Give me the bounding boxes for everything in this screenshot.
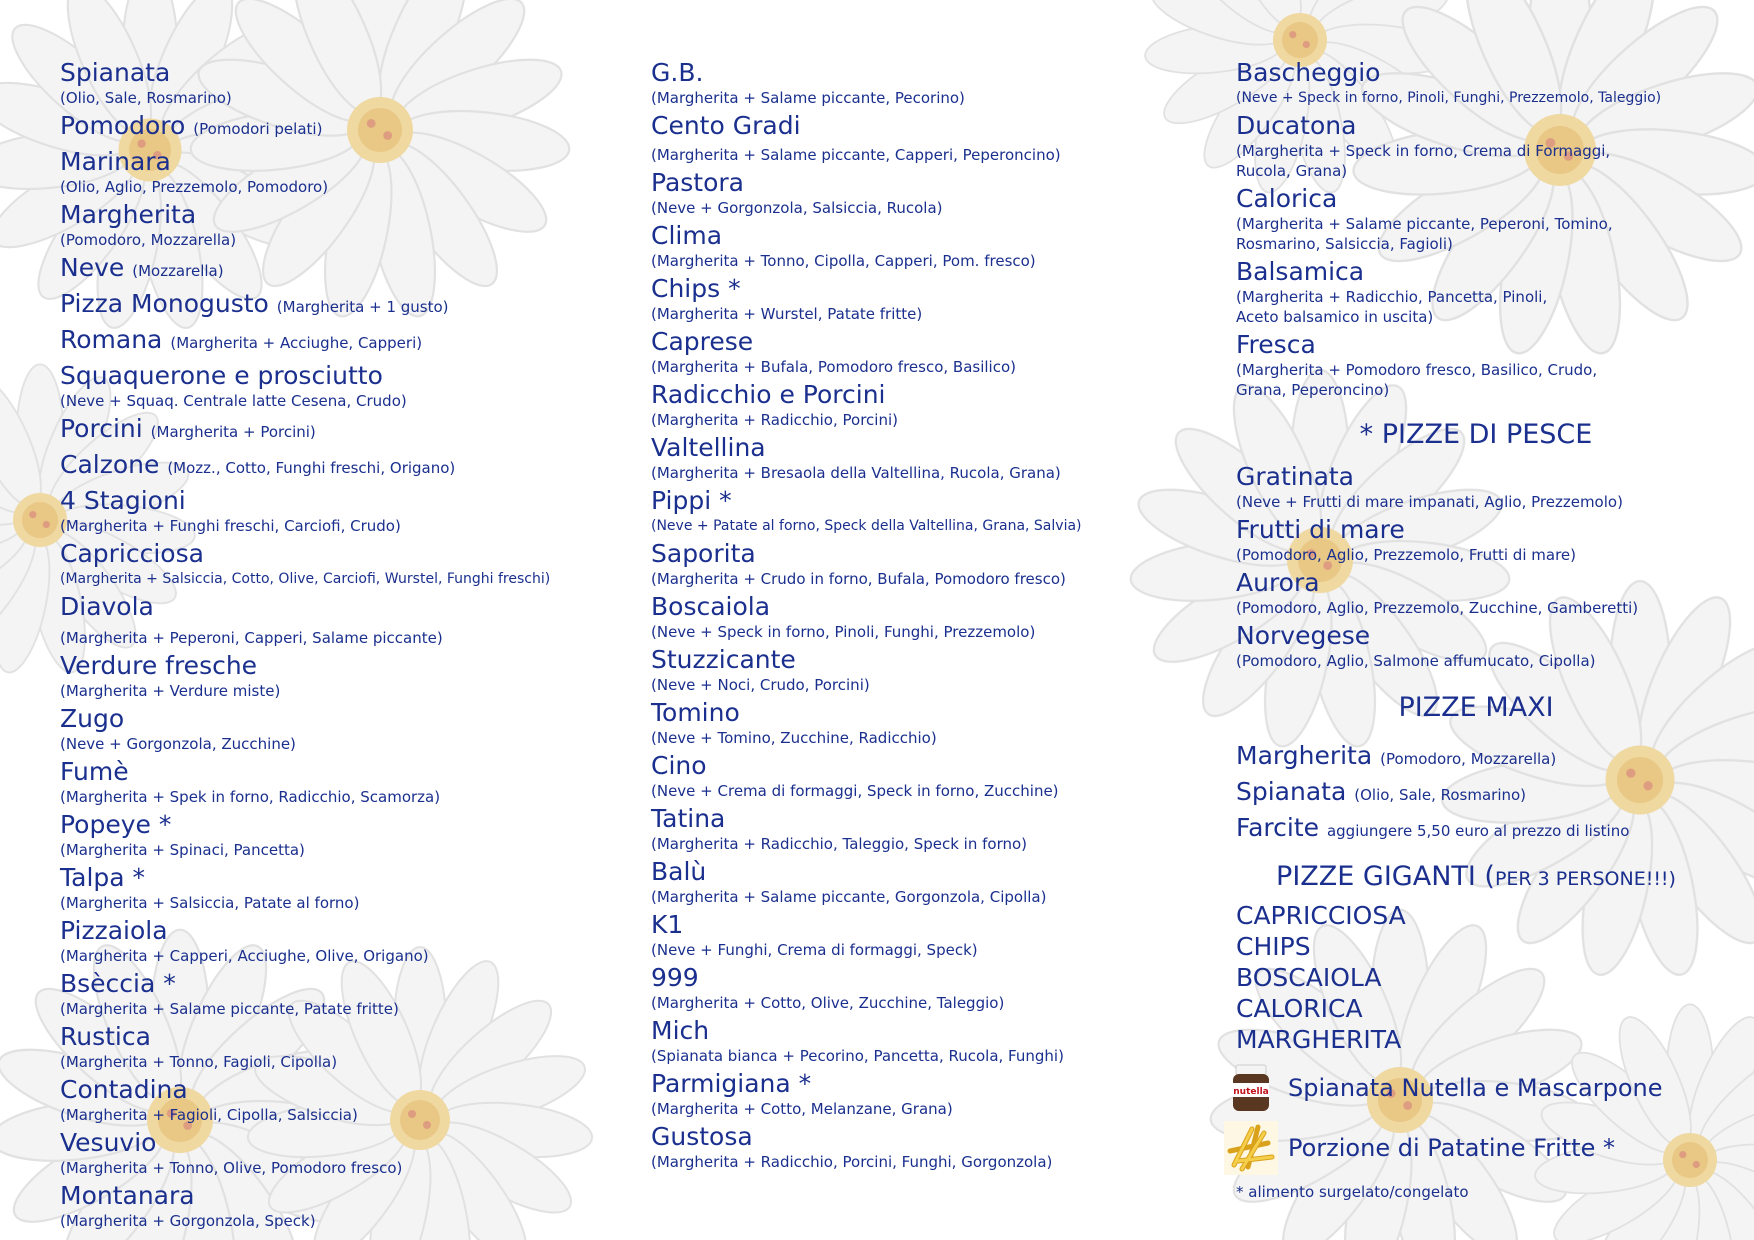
menu-item [1236, 330, 1716, 400]
menu-item [60, 1022, 620, 1072]
menu-item [651, 804, 1211, 854]
item-name: Radicchio e Porcini [651, 380, 886, 409]
item-name: Margherita [1236, 741, 1373, 770]
item-desc: (Margherita + Cotto, Olive, Zucchine, Taleggio) [651, 994, 1005, 1012]
menu-item [1236, 58, 1716, 108]
nutella-jar-label: nutella [1233, 1087, 1269, 1097]
item-desc: (Neve + Speck in forno, Pinoli, Funghi, Prezzemolo) [651, 623, 1036, 641]
item-desc: (Margherita + Peperoni, Capperi, Salame piccante) [60, 629, 443, 647]
item-name: Gustosa [651, 1122, 753, 1151]
item-desc: (Margherita + Cotto, Melanzane, Grana) [651, 1100, 953, 1118]
item-name: Pippi * [651, 486, 732, 515]
item-desc: (Neve + Speck in forno, Pinoli, Funghi, Prezzemolo, Taleggio) [1236, 90, 1662, 106]
menu-item [60, 450, 620, 483]
menu-item [60, 200, 620, 250]
item-name: Balsamica [1236, 257, 1365, 286]
item-desc: (Margherita + Acciughe, Capperi) [170, 334, 423, 352]
item-desc: (Margherita + Spek in forno, Radicchio, Scamorza) [60, 788, 441, 806]
menu-item [651, 592, 1211, 642]
item-name: Calorica [1236, 184, 1338, 213]
item-desc: (Margherita + Salame piccante, Patate fritte) [60, 1000, 399, 1018]
item-desc: (Margherita + Porcini) [150, 423, 316, 441]
item-name: Bsèccia * [60, 969, 176, 998]
item-name: Fumè [60, 757, 129, 786]
frozen-food-footnote: * alimento surgelato/congelato [1236, 1183, 1469, 1201]
menu-item [651, 111, 1211, 165]
menu-item [651, 751, 1211, 801]
menu-item [651, 1069, 1211, 1119]
item-desc: (Margherita + Radicchio, Pancetta, Pinoli, [1236, 288, 1548, 306]
menu-item [60, 111, 620, 144]
item-desc: (Margherita + Salame piccante, Peperoni, Tomino, [1236, 215, 1613, 233]
menu-item [1236, 257, 1716, 327]
item-name: Marinara [60, 147, 171, 176]
item-desc: (Margherita + Tonno, Olive, Pomodoro fresco) [60, 1159, 403, 1177]
item-desc: (Olio, Sale, Rosmarino) [1354, 786, 1527, 804]
menu-item [651, 698, 1211, 748]
item-desc: (Margherita + Bresaola della Valtellina, Rucola, Grana) [651, 464, 1061, 482]
menu-item [651, 1016, 1211, 1066]
item-desc: (Neve + Gorgonzola, Zucchine) [60, 735, 296, 753]
section-heading-giganti [1236, 860, 1716, 896]
menu-item [651, 539, 1211, 589]
item-name: Ducatona [1236, 111, 1357, 140]
item-desc: (Pomodoro, Mozzarella) [1380, 750, 1557, 768]
item-name: Pizza Monogusto [60, 289, 269, 318]
menu-item [60, 916, 620, 966]
extra-item [1236, 1121, 1716, 1175]
menu-item [60, 592, 620, 648]
menu-item [1236, 184, 1716, 254]
menu-item [60, 704, 620, 754]
item-name: Contadina [60, 1075, 188, 1104]
item-desc: (Margherita + Radicchio, Taleggio, Speck in forno) [651, 835, 1028, 853]
menu-item [1236, 462, 1716, 512]
menu-item [60, 414, 620, 447]
item-name: Stuzzicante [651, 645, 796, 674]
menu-column-2 [651, 58, 1211, 1175]
item-name: Fresca [1236, 330, 1316, 359]
item-desc: (Pomodoro, Mozzarella) [60, 231, 237, 249]
item-name: Clima [651, 221, 723, 250]
menu-item [60, 810, 620, 860]
item-desc: (Pomodoro, Aglio, Prezzemolo, Zucchine, Gamberetti) [1236, 599, 1639, 617]
item-name: 999 [651, 963, 699, 992]
item-desc: (Margherita + Tonno, Cipolla, Capperi, Pom. fresco) [651, 252, 1036, 270]
item-desc: (Pomodoro, Aglio, Salmone affumucato, Cipolla) [1236, 652, 1596, 670]
giganti-heading-note: PER 3 PERSONE!!!) [1494, 868, 1676, 890]
item-name: Montanara [60, 1181, 195, 1210]
extra-item [1233, 1061, 1716, 1115]
item-name: 4 Stagioni [60, 486, 186, 515]
item-name: Pizzaiola [60, 916, 168, 945]
item-desc: (Margherita + Spinaci, Pancetta) [60, 841, 305, 859]
menu-item [1236, 777, 1716, 810]
item-name: Valtellina [651, 433, 766, 462]
gigante-item: CALORICA [1236, 994, 1363, 1023]
french-fries-icon [1224, 1121, 1278, 1175]
menu-item [1236, 741, 1716, 774]
menu-item [60, 539, 620, 589]
item-desc: (Neve + Frutti di mare impanati, Aglio, Prezzemolo) [1236, 493, 1623, 511]
giganti-heading-main: PIZZE GIGANTI ( [1276, 861, 1495, 892]
item-desc: (Mozz., Cotto, Funghi freschi, Origano) [167, 459, 456, 477]
menu-item [651, 327, 1211, 377]
section-heading-maxi: PIZZE MAXI [1398, 692, 1554, 723]
section-heading-pesce: * PIZZE DI PESCE [1359, 419, 1593, 450]
menu-item [60, 58, 620, 108]
gigante-item: CHIPS [1236, 932, 1311, 961]
item-desc: (Margherita + Verdure miste) [60, 682, 281, 700]
item-desc: (Margherita + 1 gusto) [276, 298, 449, 316]
item-desc: (Olio, Aglio, Prezzemolo, Pomodoro) [60, 178, 329, 196]
menu-item [60, 863, 620, 913]
item-desc: aggiungere 5,50 euro al prezzo di listino [1326, 822, 1630, 840]
item-name: Parmigiana * [651, 1069, 812, 1098]
item-desc: (Margherita + Tonno, Fagioli, Cipolla) [60, 1053, 338, 1071]
item-name: G.B. [651, 58, 704, 87]
item-desc: (Neve + Noci, Crudo, Porcini) [651, 676, 870, 694]
item-desc: (Margherita + Salsiccia, Patate al forno) [60, 894, 360, 912]
item-name: Talpa * [60, 863, 146, 892]
menu-item [60, 757, 620, 807]
item-name: Tatina [651, 804, 726, 833]
item-name: Vesuvio [60, 1128, 157, 1157]
item-desc-line2: Rucola, Grana) [1236, 162, 1348, 180]
nutella-jar-icon [1224, 1061, 1278, 1115]
item-desc: (Neve + Patate al forno, Speck della Valtellina, Grana, Salvia) [651, 518, 1082, 534]
item-desc: (Margherita + Radicchio, Porcini, Funghi, Gorgonzola) [651, 1153, 1053, 1171]
menu-item [60, 1128, 620, 1178]
item-name: Rustica [60, 1022, 151, 1051]
item-name: Spianata [60, 58, 171, 87]
item-name: Diavola [60, 592, 154, 621]
item-desc: (Margherita + Fagioli, Cipolla, Salsiccia) [60, 1106, 358, 1124]
menu-item [651, 380, 1211, 430]
item-desc: (Margherita + Capperi, Acciughe, Olive, Origano) [60, 947, 429, 965]
item-name: Popeye * [60, 810, 172, 839]
item-name: Gratinata [1236, 462, 1355, 491]
item-name: Porcini [60, 414, 143, 443]
menu-item [1236, 813, 1716, 846]
item-name: Cento Gradi [651, 111, 801, 140]
menu-column-3 [1233, 58, 1716, 1201]
menu-item [651, 1122, 1211, 1172]
menu-item [60, 1075, 620, 1125]
item-name: Cino [651, 751, 707, 780]
item-desc: (Pomodori pelati) [193, 120, 323, 138]
menu-item [60, 147, 620, 197]
menu-item [651, 168, 1211, 218]
item-desc: (Pomodoro, Aglio, Prezzemolo, Frutti di mare) [1236, 546, 1576, 564]
item-desc: (Margherita + Pomodoro fresco, Basilico, Crudo, [1236, 361, 1598, 379]
gigante-item: MARGHERITA [1236, 1025, 1402, 1054]
item-desc: (Margherita + Salame piccante, Pecorino) [651, 89, 965, 107]
extra-label: Spianata Nutella e Mascarpone [1288, 1074, 1663, 1102]
item-desc: (Neve + Squaq. Centrale latte Cesena, Crudo) [60, 392, 407, 410]
item-name: Caprese [651, 327, 754, 356]
item-desc: (Margherita + Funghi freschi, Carciofi, Crudo) [60, 517, 401, 535]
gigante-item: CAPRICCIOSA [1236, 901, 1406, 930]
item-name: Farcite [1236, 813, 1320, 842]
menu-item [651, 857, 1211, 907]
extra-label: Porzione di Patatine Fritte * [1288, 1134, 1615, 1162]
menu-item [60, 486, 620, 536]
item-desc: (Spianata bianca + Pecorino, Pancetta, Rucola, Funghi) [651, 1047, 1064, 1065]
item-desc: (Margherita + Salame piccante, Capperi, Peperoncino) [651, 146, 1061, 164]
item-name: Boscaiola [651, 592, 771, 621]
item-desc: (Margherita + Speck in forno, Crema di Formaggi, [1236, 142, 1611, 160]
menu-item [60, 325, 620, 358]
item-desc: (Neve + Gorgonzola, Salsiccia, Rucola) [651, 199, 943, 217]
item-name: Margherita [60, 200, 197, 229]
menu-item [60, 289, 620, 322]
item-name: Romana [60, 325, 163, 354]
menu-item [651, 58, 1211, 108]
item-name: Squaquerone e prosciutto [60, 361, 383, 390]
item-name: Tomino [651, 698, 740, 727]
item-name: Capricciosa [60, 539, 204, 568]
item-name: Frutti di mare [1236, 515, 1405, 544]
menu-item [60, 651, 620, 701]
item-name: Chips * [651, 274, 741, 303]
item-name: Zugo [60, 704, 125, 733]
menu-item [1236, 515, 1716, 565]
menu-item [1236, 568, 1716, 618]
item-name: Balù [651, 857, 707, 886]
item-name: Mich [651, 1016, 710, 1045]
item-desc: (Margherita + Gorgonzola, Speck) [60, 1212, 316, 1230]
menu-item [651, 274, 1211, 324]
menu-item [60, 253, 620, 286]
item-desc: (Margherita + Crudo in forno, Bufala, Pomodoro fresco) [651, 570, 1066, 588]
item-name: Calzone [60, 450, 160, 479]
menu-item [1236, 111, 1716, 181]
item-name: K1 [651, 910, 684, 939]
item-desc: (Margherita + Bufala, Pomodoro fresco, Basilico) [651, 358, 1016, 376]
item-desc: (Margherita + Wurstel, Patate fritte) [651, 305, 923, 323]
menu-item [60, 361, 620, 411]
item-name: Pomodoro [60, 111, 186, 140]
item-name: Verdure fresche [60, 651, 258, 680]
item-desc: (Neve + Tomino, Zucchine, Radicchio) [651, 729, 937, 747]
item-desc: (Margherita + Salsiccia, Cotto, Olive, Carciofi, Wurstel, Funghi freschi) [60, 571, 551, 587]
item-name: Spianata [1236, 777, 1347, 806]
item-desc: (Neve + Crema di formaggi, Speck in forno, Zucchine) [651, 782, 1059, 800]
menu-item [651, 963, 1211, 1013]
item-desc: (Margherita + Salame piccante, Gorgonzola, Cipolla) [651, 888, 1047, 906]
menu-item [651, 433, 1211, 483]
menu-item [60, 1181, 620, 1231]
gigante-item: BOSCAIOLA [1236, 963, 1382, 992]
item-desc-line2: Aceto balsamico in uscita) [1236, 308, 1434, 326]
item-desc-line2: Rosmarino, Salsiccia, Fagioli) [1236, 235, 1453, 253]
menu-item [651, 910, 1211, 960]
menu-item [60, 969, 620, 1019]
item-name: Pastora [651, 168, 744, 197]
menu-item [651, 645, 1211, 695]
item-desc: (Mozzarella) [132, 262, 224, 280]
menu-item [651, 221, 1211, 271]
item-desc-line2: Grana, Peperoncino) [1236, 381, 1390, 399]
item-desc: (Olio, Sale, Rosmarino) [60, 89, 232, 107]
menu-item [651, 486, 1211, 536]
menu-column-1 [60, 58, 620, 1234]
menu-item [1236, 621, 1716, 671]
item-name: Bascheggio [1236, 58, 1381, 87]
item-name: Saporita [651, 539, 756, 568]
item-name: Aurora [1236, 568, 1320, 597]
item-name: Neve [60, 253, 125, 282]
item-name: Norvegese [1236, 621, 1371, 650]
item-desc: (Neve + Funghi, Crema di formaggi, Speck) [651, 941, 978, 959]
item-desc: (Margherita + Radicchio, Porcini) [651, 411, 898, 429]
